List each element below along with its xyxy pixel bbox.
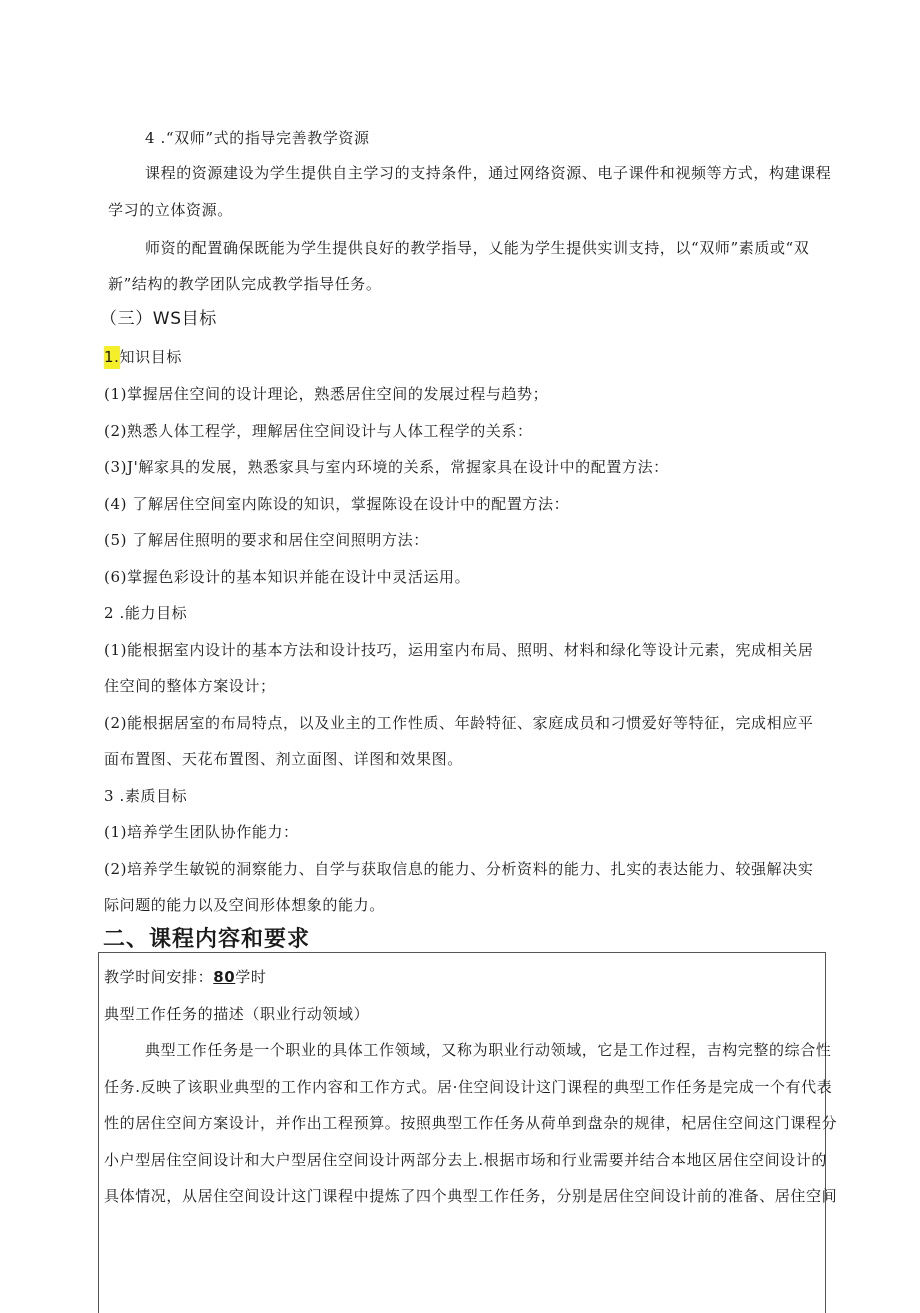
quality-item-2-line1: (2)培养学生敏锐的洞察能力、自学与获取信息的能力、分析资料的能力、扎实的表达能力、较强解决实	[104, 860, 814, 878]
section-goals-heading: （三）WS目标	[100, 309, 217, 329]
knowledge-item-4: (4) 了解居住空间室内陈设的知识，掌握陈设在设计中的配置方法：	[104, 495, 570, 513]
paragraph-teachers-line2: 新”结构的教学团队完成教学指导任务。	[108, 275, 382, 293]
teaching-hours-value: 80	[213, 968, 236, 986]
quality-item-2-line2: 际问题的能力以及空间形体想象的能力。	[104, 896, 385, 914]
typical-task-line3: 性的居住空间方案设计，并作出工程预算。按照典型工作任务从荷单到盘杂的规律，杞居住空间这门课程分	[104, 1114, 838, 1132]
paragraph-resources-line1: 课程的资源建设为学生提供自主学习的支持条件，通过网络资源、电子课件和视频等方式，构建课程	[145, 164, 832, 182]
quality-goals-heading: 3 .素质目标	[104, 787, 188, 805]
knowledge-item-5: (5) 了解居住照明的要求和居住空间照明方法：	[104, 531, 429, 549]
ability-item-2-line2: 面布置图、天花布置图、剂立面图、详图和效果图。	[104, 750, 463, 768]
ability-item-2-line1: (2)能根据居室的布局特点，以及业主的工作性质、年龄特征、家庭成员和刁惯爱好等特征，完成相应平	[104, 714, 814, 732]
highlighted-number: 1.	[104, 346, 120, 369]
quality-item-1: (1)培养学生团队协作能力：	[104, 823, 299, 841]
knowledge-goals-heading	[104, 347, 182, 367]
paragraph-resources-line2: 学习的立体资源。	[108, 201, 233, 219]
typical-task-line2: 任务.反映了该职业典型的工作内容和工作方式。居·住空间设计这门课程的典型工作任务是完成一个有代表	[104, 1078, 833, 1096]
ability-goals-heading: 2 .能力目标	[104, 604, 188, 622]
paragraph-teachers-line1: 师资的配置确保既能为学生提供良好的教学指导，乂能为学生提供实训支持，以“双师”素质或“双	[145, 239, 810, 257]
teaching-hours	[104, 967, 266, 987]
typical-task-line1: 典型工作任务是一个职业的具体工作领域，又称为职业行动领域，它是工作过程，吉构完整的综合性	[145, 1041, 832, 1059]
knowledge-item-3: (3)J'解家具的发展，熟悉家具与室内环境的关系，常握家具在设计中的配置方法：	[104, 458, 669, 476]
teaching-hours-label: 教学时间安排：	[104, 968, 214, 986]
ability-item-1-line1: (1)能根据室内设计的基本方法和设计技巧，运用室内布局、照明、材料和绿化等设计元素，宪成相关居	[104, 641, 814, 659]
ability-item-1-line2: 住空间的整体方案设计；	[104, 677, 276, 695]
knowledge-item-1: (1)掌握居住空间的设计理论，熟悉居住空间的发展过程与趋势；	[104, 385, 549, 403]
knowledge-item-6: (6)掌握色彩设计的基本知识并能在设计中灵活运用。	[104, 568, 471, 586]
knowledge-item-2: (2)熟悉人体工程学，理解居住空间设计与人体工程学的关系：	[104, 422, 533, 440]
section-course-content-title: 二、课程内容和要求	[103, 927, 311, 952]
typical-task-title: 典型工作任务的描述（职业行动领域）	[104, 1005, 370, 1023]
typical-task-line4: 小户型居住空间设计和大户型居住空间设计两部分去上.根据市场和行业需要并结合本地区居住空间设计的	[104, 1151, 827, 1169]
typical-task-line5: 具体情况，从居住空间设计这门课程中提炼了四个典型工作任务，分别是居住空间设计前的准备、居住空间	[104, 1187, 838, 1205]
knowledge-goals-label: 知识目标	[119, 348, 182, 366]
teaching-hours-unit: 学时	[235, 968, 267, 986]
heading-double-teacher: 4 .“双师”式的指导完善教学资源	[145, 129, 370, 147]
